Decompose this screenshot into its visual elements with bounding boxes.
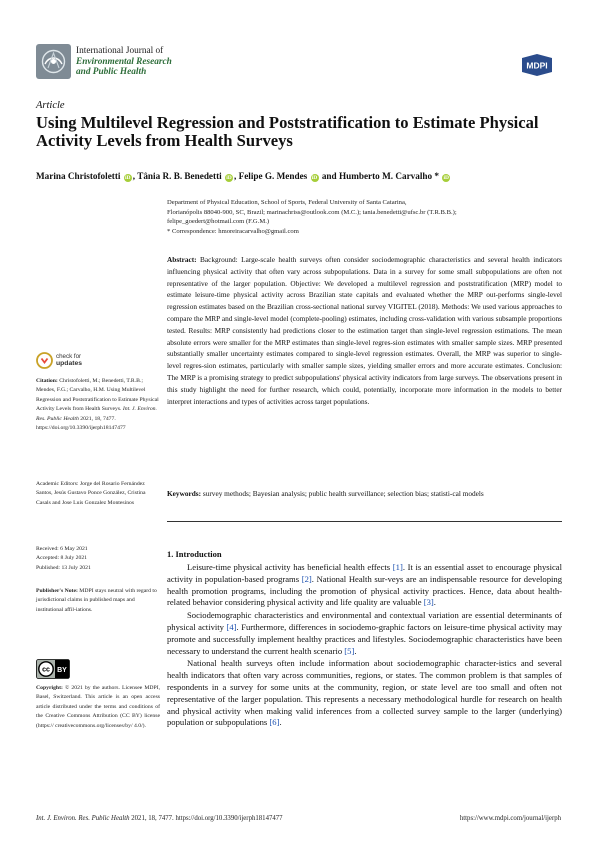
body-text-run: . — [433, 597, 436, 608]
keywords — [167, 488, 562, 500]
cc-by-license-icon[interactable] — [36, 659, 70, 679]
cc-logo-right-text: BY — [57, 667, 67, 674]
body-text-run: . — [354, 645, 357, 656]
check-for-updates-button[interactable] — [36, 352, 96, 372]
section-divider — [167, 521, 562, 522]
paper-title: Using Multilevel Regression and Poststratification to Estimate Physical Activity Levels from Health Surveys — [36, 113, 539, 150]
affiliation-line: Department of Physical Education, School of Sports, Federal University of Santa Catarina, — [167, 199, 407, 206]
editors-text: Jorge del Rosario Fernández Santos, Jesús Gustavo Ponce González, Cristina Casals and Jose Luis Gonzalez Montesinos — [36, 481, 146, 506]
academic-editors-block — [36, 480, 160, 508]
cc-logo-left-text: cc — [42, 666, 50, 674]
introduction-body — [167, 562, 562, 730]
body-text-run: . National Health sur-veys are an indispensable resource for developing health promotion programs, including the promotion of physical activity practices. Hence, data about health-related behavior considering physical activity and life quality are valuable — [167, 573, 562, 608]
received-date: Received: 6 May 2021 — [36, 546, 88, 552]
author-name[interactable]: Felipe G. Mendes — [238, 171, 308, 181]
reference-link[interactable]: [5] — [344, 645, 355, 656]
reference-link[interactable]: [6] — [269, 717, 280, 728]
check-updates-line2: updates — [56, 359, 83, 367]
citation-journal: Int. J. Environ. Res. Public Health — [36, 406, 157, 422]
published-date: Published: 13 July 2021 — [36, 564, 91, 571]
body-text-run: . — [279, 717, 282, 728]
author-list — [36, 171, 561, 182]
journal-name-top: International Journal of — [76, 46, 164, 56]
body-paragraph — [167, 658, 562, 729]
footer-journal: Int. J. Environ. Res. Public Health — [36, 815, 130, 822]
check-updates-icon — [36, 352, 53, 369]
keywords-text: survey methods; Bayesian analysis; public health surveillance; selection bias; statisti-cal models — [202, 489, 484, 498]
affiliation-block — [167, 198, 562, 236]
citation-text: Christofoletti, M.; Benedetti, T.R.B.; Mendes, F.G.; Carvalho, H.M. Using Multilevel Regression and Poststratification to Estimate Physical Activity Levels from Health Surveys. — [36, 378, 159, 413]
publisher-note-label: Publisher's Note: — [36, 588, 78, 594]
orcid-icon[interactable]: iD — [125, 175, 131, 181]
copyright-text: © 2021 by the authors. Licensee MDPI, Basel, Switzerland. This article is an open access article distributed under the terms and conditions of the Creative Commons Attribution (CC BY) license (https:// creativecommons.org/licenses/by/ 4.0/). — [36, 685, 161, 729]
citation-block — [36, 377, 160, 433]
publisher-name: MDPI — [526, 60, 548, 71]
reference-link[interactable]: [2] — [301, 573, 312, 584]
author-separator: , — [233, 171, 239, 181]
body-text-run: Leisure-time physical activity has beneficial health effects — [187, 562, 393, 572]
footer-citation-rest: 2021, 18, 7477. https://doi.org/10.3390/ijerph18147477 — [129, 815, 283, 822]
accepted-date: Accepted: 8 July 2021 — [36, 555, 88, 562]
journal-name — [76, 46, 172, 78]
check-updates-line1: check for — [56, 353, 82, 360]
section-heading: 1. Introduction — [167, 549, 222, 559]
citation-doi-link[interactable]: https://doi.org/10.3390/ijerph18147477 — [36, 425, 126, 432]
citation-label: Citation: — [36, 378, 58, 384]
mdpi-logo-icon — [518, 54, 556, 76]
orcid-icon[interactable]: iD — [311, 175, 318, 181]
body-text-run: Sociodemographic characteristics and environmental and contextual variation are essential determinants of physical activity — [167, 610, 562, 632]
body-text-run: . Furthermore, differences in sociodemo-graphic factors on leisure-time physical activity may promote and successfully implement healthy practices and lifestyles. Sociodemographic characteristics have been necessary to understand the current health scenario — [167, 621, 562, 656]
reference-link[interactable]: [1] — [392, 562, 403, 572]
journal-name-main-1: Environmental Research — [76, 56, 172, 67]
author-name[interactable]: Marina Christofoletti — [36, 171, 121, 181]
body-paragraph — [167, 562, 562, 609]
journal-name-main-2: and Public Health — [76, 67, 147, 77]
abstract — [167, 254, 562, 407]
affiliation-line: Florianópolis 88040-900, SC, Brazil; marinachriss@outlook.com (M.C.); tania.benedetti@ufsc.br (T.R.B.B.); — [167, 208, 457, 216]
affiliation-line: felipe_goedert@hotmail.com (F.G.M.) — [167, 218, 270, 226]
author-name[interactable]: Tânia R. B. Benedetti — [137, 171, 222, 181]
body-text-run: National health surveys often include information about sociodemographic character-istics and several health indicators that often vary across communities, regions, or states. The common problem is that samples of respondents in a survey for some units at the community, region, or state level are too small and often not representative of the larger population. This represents a necessary methodological hurdle for research on health and physical activity when making valid inferences from a collected survey sample to the larger (underlying) population or subpopulations — [167, 658, 562, 728]
keywords-label: Keywords: — [167, 489, 202, 498]
author-separator: , — [132, 171, 138, 181]
editors-label: Academic Editors: — [36, 481, 79, 487]
footer-citation — [36, 815, 283, 822]
copyright-block — [36, 684, 160, 731]
body-paragraph — [167, 610, 562, 657]
footer-journal-link[interactable]: https://www.mdpi.com/journal/ijerph — [459, 815, 561, 822]
reference-link[interactable]: [4] — [226, 621, 237, 632]
publisher-note-text: MDPI stays neutral with regard to jurisdictional claims in published maps and institutional affil-iations. — [36, 588, 157, 613]
author-name[interactable]: Humberto M. Carvalho * — [338, 171, 439, 181]
article-type: Article — [36, 100, 65, 111]
author-separator: and — [319, 171, 339, 181]
abstract-text: Background: Large-scale health surveys often consider sociodemographic characteristics and several health indicators influencing physical activity that often vary across subpopulations. Data in a survey for some small subpopulations are often not representative of the larger population. Objective: We developed a multilevel regression and poststratification (MRP) model to estimate leisure-time physical activity across Brazilian state capitals and evaluated whether the MRP out-performs single-level regression estimates based on the Brazilian cross-sectional national survey VIGITEL (2018). Methods: We used various approaches to compare the MRP and single-level model (complete-pooling) estimates, including cross-validation with various subsample proportions tested. Results: MRP consistently had predictions closer to the estimation target than single-level regression estimations. The mean absolute errors were smaller for the MRP estimates than single-level regres-sion estimates with smaller sample sizes. MRP presented substantially smaller uncertainty estimates compared to single-level regression estimates. Overall, the MRP was superior to single-level regres-sion estimates, particularly with smaller sample sizes, yielding smaller errors and more accurate estimates. Conclusion: The MRP is a promising strategy to predict subpopulations' physical activity indicators from large surveys. The observations present in this study highlight the need for further research, which could, potentially, incorporate more information in the models to better interpret interactions and types of activities across target populations. — [167, 255, 563, 406]
journal-logo-icon — [36, 44, 71, 79]
correspondence-line: * Correspondence: hmoreiracarvalho@gmail.com — [167, 227, 299, 235]
abstract-label: Abstract: — [167, 255, 197, 264]
orcid-icon[interactable]: iD — [443, 175, 450, 181]
copyright-label: Copyright: — [36, 685, 63, 691]
citation-year-volume: 2021, 18, 7477. — [80, 415, 116, 422]
orcid-icon[interactable]: iD — [226, 175, 232, 181]
reference-link[interactable]: [3] — [423, 597, 434, 608]
dates-block — [36, 545, 160, 573]
publisher-note-block — [36, 587, 160, 615]
body-text-run: . It is an essential asset to encourage physical activity in population-based programs — [167, 562, 562, 584]
